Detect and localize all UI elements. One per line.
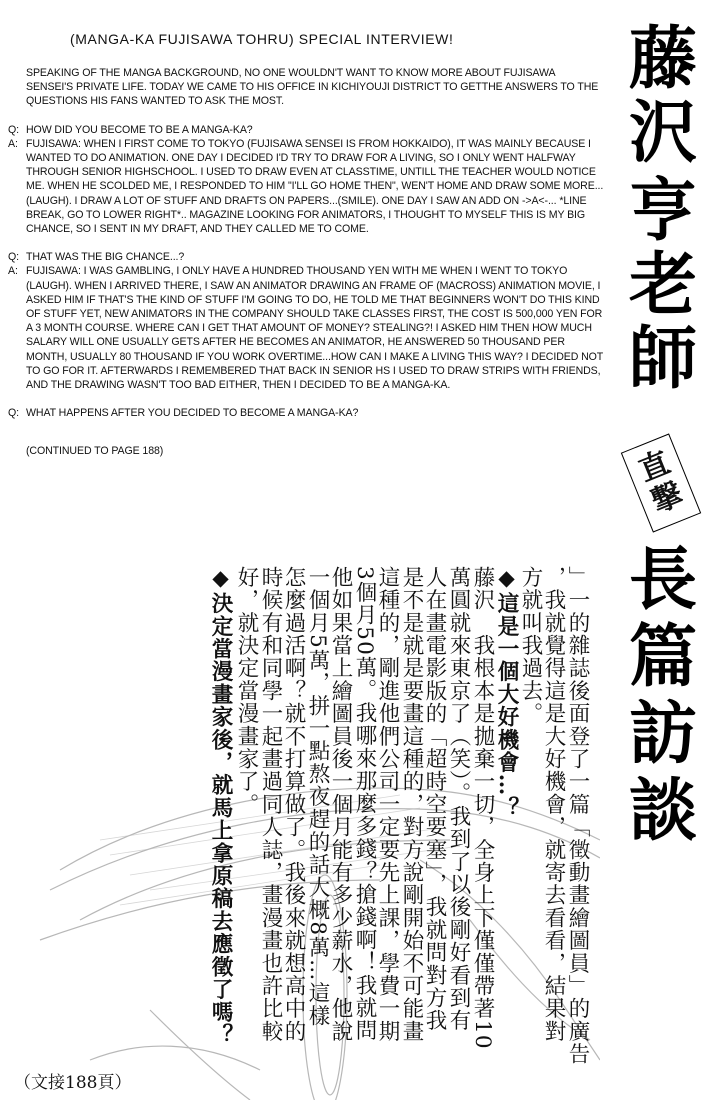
chinese-continued-note: （文接188頁） [14,1073,132,1093]
chinese-question: ◆這是一個大好機會…？ [494,566,519,820]
chinese-column: 」一的雜誌後面登了一篇「徵動畫繪圖員」的廣告 [565,566,590,1066]
qa-block [8,250,604,392]
title-char: 老 [628,246,697,325]
question-text: WHAT HAPPENS AFTER YOU DECIDED TO BECOME A MANGA-KA? [26,407,359,420]
title-char: 談 [628,772,697,851]
question-label: Q: [8,123,19,136]
chinese-column: 人在畫電影版的「超時空要塞」，我就問對方我 [422,566,447,1032]
question-text: HOW DID YOU BECOME TO BE A MANGA-KA? [26,123,253,136]
chinese-column: 他如果當上繪圖員後一個月能有多少薪水，他說 [328,566,353,1043]
chinese-column: 這種的，剛進他們公司一定要先上課，學費一期 [375,566,400,1043]
answer-label: A: [8,265,18,278]
chinese-column: 一個月5萬，拼一點熬夜趕的話大概8萬…這樣 [305,566,330,1028]
qa-block [8,406,604,420]
question-text: THAT WAS THE BIG CHANCE...? [26,251,185,264]
interview-title: (MANGA-KA FUJISAWA TOHRU) SPECIAL INTERVIEW! [70,31,454,47]
chinese-column: 方就叫我過去。 [518,566,543,725]
chinese-column: 時候有和同學一起畫過同人誌，畫漫畫也許比較 [258,566,283,1043]
direct-hit-badge [621,433,701,532]
chinese-column: 是不是就是要畫這種的，對方說剛開始不可能畫 [399,566,424,1043]
badge-char: 撃 [646,476,688,521]
title-char: 沢 [628,94,697,173]
answer-text: FUJISAWA: I WAS GAMBLING, I ONLY HAVE A HUNDRED THOUSAND YEN WITH ME WHEN I WENT TO TOKYO (LAUGH). WHEN I ARRIVED THERE, I SAW AN ANIMATOR DRAWING AN FRAME OF (MACROSS) ANIMATION MOVIE, I ASKED HIM IF THAT'S THE KIND OF STUFF I'M GOING TO DO, HE TOLD ME THAT BEGINNERS WON'T DO THIS KIND OF STUFF YET, NEW ANIMATORS IN THE COMPANY SHOULD TAKE CLASSES FIRST, THE COST IS 500,000 YEN FOR A 3 MONTH COURSE. WHERE CAN I GET THAT AMOUNT OF MONEY? STEALING?! I ASKED HIM THEN HOW MUCH SALARY WILL ONE USUALLY GETS AFTER HE BECOMES AN ANIMATOR, HE ANSWERED 50 THOUSAND PER MONTH, USUALLY 80 THOUSAND IF YOU WORK OVERTIME...HOW CAN I MAKE A LIVING THIS WAY? I DECIDED NOT TO GO FOR IT. AFTERWARDS I REMEMBERED THAT BACK IN SENIOR HS I USED TO DRAW STRIPS WITH FRIENDS, AND THE DRAWING WASN'T TOO BAD EITHER, THEN I DECIDED TO BE A MANGA-KA. [26,265,603,392]
continued-note: (CONTINUED TO PAGE 188) [26,445,164,458]
answer-label: A: [8,137,18,150]
chinese-column: 3個月50萬。我哪來那麼多錢？搶錢啊！我就問 [352,566,377,1042]
english-translation [8,30,604,459]
chinese-column: ，我就覺得這是大好機會，就寄去看看，結果對 [541,566,566,1043]
intro-paragraph: SPEAKING OF THE MANGA BACKGROUND, NO ONE WOULDN'T WANT TO KNOW MORE ABOUT FUJISAWA SENSEI'S PRIVATE LIFE. TODAY WE CAME TO HIS OFFICE IN KICHIYOUJI DISTRICT TO GETTHE ANSWERS TO THE QUESTIONS HIS FANS WANTED TO ASK THE MOST. [26,67,599,108]
title-char: 師 [628,320,697,399]
title-char: 亨 [628,172,697,251]
title-char: 篇 [628,618,697,697]
question-label: Q: [8,251,19,264]
chinese-question: ◆決定當漫畫家後，就馬上拿原稿去應徵了嗎？ [208,566,233,1047]
title-char: 藤 [628,20,697,99]
badge-char: 直 [633,444,675,489]
chinese-column: 藤沢 我根本是拋棄一切，全身上下僅僅帶著10 [470,566,495,1050]
chinese-column: 萬圓就來東京了（笑）。我到了以後剛好看到有 [446,566,471,1032]
title-char: 訪 [628,695,697,774]
title-char: 長 [628,541,697,620]
chinese-column: 怎麼過活啊？就不打算做了。我後來就想高中的 [281,566,306,1043]
chinese-column: 好，就決定當漫畫家了。 [234,566,259,816]
answer-text: FUJISAWA: WHEN I FIRST COME TO TOKYO (FUJISAWA SENSEI IS FROM HOKKAIDO), IT WAS MAINLY BECAUSE I WANTED TO DO ANIMATION. ONE DAY I DECIDED I'D TRY TO DRAW FOR A LIVING, SO I ONLY WENT HALFWAY THROUGH SENIOR HIGHSCHOOL. I USED TO DRAW EVEN AT CLASSTIME, UNTILL THE TEACHER WOULD NOTICE ME. WHEN HE SCOLDED ME, I RESPONDED TO HIM "I'LL GO HOME THEN", WEN'T HOME AND DRAW SOME MORE... (LAUGH). I DRAW A LOT OF STUFF AND DRAFTS ON PAPERS...(SMILE). ONE DAY I SAW AN ADD ON ->A<-... *LINE BREAK, GO TO LOWER RIGHT*.. MAGAZINE LOOKING FOR ANIMATORS, I THOUGHT TO MYSELF THIS IS MY BIG CHANCE, SO I SENT IN MY DRAFT, AND THEY CALLED ME TO COME. [26,137,604,236]
qa-block [8,123,604,237]
question-label: Q: [8,407,19,420]
